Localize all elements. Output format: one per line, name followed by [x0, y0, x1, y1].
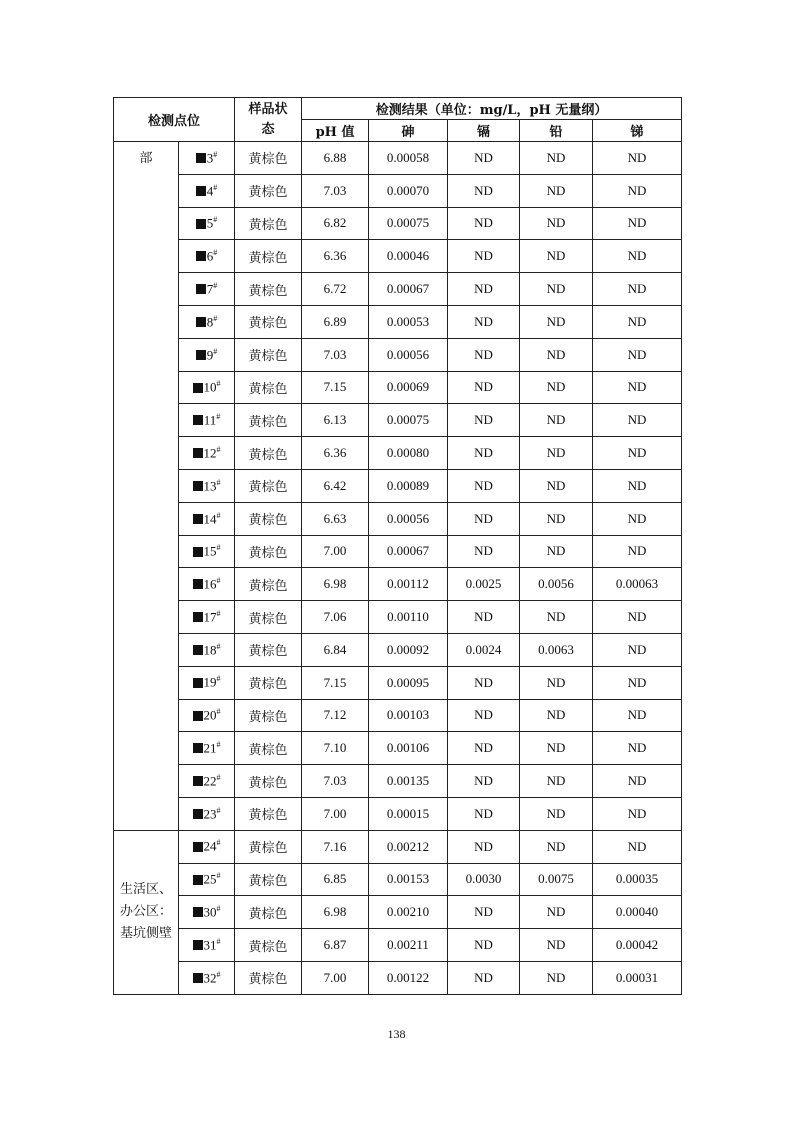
- value-cell: ND: [593, 305, 682, 338]
- square-marker-icon: [193, 842, 203, 852]
- table-row: [114, 502, 682, 535]
- value-cell: 7.10: [302, 732, 369, 765]
- table-row: [114, 830, 682, 863]
- point-number: 25: [203, 871, 217, 887]
- value-cell: ND: [520, 305, 593, 338]
- table-row: [114, 765, 682, 798]
- value-cell: ND: [593, 502, 682, 535]
- value-cell: 0.0063: [520, 633, 593, 666]
- value-cell: 7.06: [302, 601, 369, 634]
- sample-state: 黄棕色: [235, 666, 302, 699]
- value-cell: 0.00210: [369, 896, 448, 929]
- point-suffix: #: [216, 707, 221, 717]
- value-cell: 0.00080: [369, 437, 448, 470]
- sample-state: 黄棕色: [235, 830, 302, 863]
- value-cell: 6.87: [302, 929, 369, 962]
- table-row: [114, 732, 682, 765]
- square-marker-icon: [193, 940, 203, 950]
- value-cell: ND: [448, 404, 520, 437]
- value-cell: ND: [520, 437, 593, 470]
- point-number: 30: [203, 904, 217, 920]
- value-cell: ND: [448, 666, 520, 699]
- square-marker-icon: [193, 907, 203, 917]
- point-suffix: #: [216, 904, 221, 914]
- value-cell: 6.63: [302, 502, 369, 535]
- point-number: 24: [203, 838, 217, 854]
- point-suffix: #: [216, 969, 221, 979]
- sample-state: 黄棕色: [235, 896, 302, 929]
- table-row: [114, 535, 682, 568]
- value-cell: ND: [520, 273, 593, 306]
- point-suffix: #: [216, 477, 221, 487]
- value-cell: 7.15: [302, 666, 369, 699]
- value-cell: 0.0056: [520, 568, 593, 601]
- value-cell: ND: [448, 305, 520, 338]
- point-number: 22: [203, 773, 217, 789]
- value-cell: ND: [593, 535, 682, 568]
- value-cell: ND: [593, 338, 682, 371]
- table-row: [114, 437, 682, 470]
- point-number: 16: [203, 576, 217, 592]
- point-suffix: #: [213, 149, 218, 159]
- point-id: [179, 699, 235, 732]
- value-cell: ND: [520, 338, 593, 371]
- header-col-0: pH 值: [302, 120, 369, 142]
- point-suffix: #: [216, 936, 221, 946]
- value-cell: ND: [520, 240, 593, 273]
- point-number: 6: [206, 248, 214, 264]
- square-marker-icon: [193, 612, 203, 622]
- square-marker-icon: [193, 448, 203, 458]
- page-number: 138: [387, 1027, 406, 1041]
- value-cell: 0.00046: [369, 240, 448, 273]
- point-id: [179, 765, 235, 798]
- value-cell: ND: [520, 207, 593, 240]
- sample-state: 黄棕色: [235, 863, 302, 896]
- value-cell: ND: [520, 732, 593, 765]
- table-row: [114, 469, 682, 502]
- point-number: 3: [206, 150, 214, 166]
- point-number: 31: [203, 937, 217, 953]
- point-number: 20: [203, 707, 217, 723]
- sample-state: 黄棕色: [235, 305, 302, 338]
- value-cell: ND: [448, 437, 520, 470]
- value-cell: 0.00067: [369, 273, 448, 306]
- table-row: [114, 666, 682, 699]
- value-cell: 7.00: [302, 797, 369, 830]
- point-number: 14: [203, 510, 217, 526]
- value-cell: 0.00053: [369, 305, 448, 338]
- value-cell: 0.00135: [369, 765, 448, 798]
- header-col-3: 铅: [520, 120, 593, 142]
- sample-state: 黄棕色: [235, 142, 302, 175]
- value-cell: 7.03: [302, 765, 369, 798]
- square-marker-icon: [193, 481, 203, 491]
- value-cell: 0.00035: [593, 863, 682, 896]
- point-suffix: #: [216, 805, 221, 815]
- point-suffix: #: [216, 510, 221, 520]
- value-cell: ND: [593, 830, 682, 863]
- value-cell: ND: [593, 437, 682, 470]
- point-suffix: #: [213, 215, 218, 225]
- point-id: [179, 502, 235, 535]
- results-table: [113, 97, 682, 995]
- value-cell: 7.03: [302, 338, 369, 371]
- value-cell: 6.82: [302, 207, 369, 240]
- square-marker-icon: [196, 317, 206, 327]
- point-suffix: #: [216, 772, 221, 782]
- table-row: [114, 305, 682, 338]
- table-row: [114, 601, 682, 634]
- point-number: 13: [203, 478, 217, 494]
- sample-state: 黄棕色: [235, 437, 302, 470]
- table-row: [114, 961, 682, 994]
- table-row: [114, 273, 682, 306]
- sample-state: 黄棕色: [235, 469, 302, 502]
- sample-state: 黄棕色: [235, 371, 302, 404]
- value-cell: 0.00042: [593, 929, 682, 962]
- value-cell: ND: [448, 142, 520, 175]
- value-cell: 0.00075: [369, 207, 448, 240]
- value-cell: ND: [520, 699, 593, 732]
- value-cell: 0.00031: [593, 961, 682, 994]
- value-cell: 0.00211: [369, 929, 448, 962]
- value-cell: 7.00: [302, 961, 369, 994]
- value-cell: 0.00089: [369, 469, 448, 502]
- point-suffix: #: [216, 444, 221, 454]
- table-row: [114, 797, 682, 830]
- square-marker-icon: [193, 415, 203, 425]
- header-col-4: 锑: [593, 120, 682, 142]
- value-cell: 0.00103: [369, 699, 448, 732]
- value-cell: 0.00040: [593, 896, 682, 929]
- table-row: [114, 338, 682, 371]
- sample-state: 黄棕色: [235, 765, 302, 798]
- value-cell: 7.12: [302, 699, 369, 732]
- value-cell: ND: [520, 174, 593, 207]
- sample-state: 黄棕色: [235, 240, 302, 273]
- square-marker-icon: [196, 284, 206, 294]
- square-marker-icon: [193, 579, 203, 589]
- point-id: [179, 535, 235, 568]
- point-id: [179, 797, 235, 830]
- point-number: 19: [203, 674, 217, 690]
- value-cell: ND: [593, 765, 682, 798]
- value-cell: ND: [593, 142, 682, 175]
- value-cell: ND: [520, 797, 593, 830]
- value-cell: 6.89: [302, 305, 369, 338]
- value-cell: ND: [520, 142, 593, 175]
- value-cell: ND: [520, 666, 593, 699]
- point-suffix: #: [216, 838, 221, 848]
- value-cell: ND: [593, 666, 682, 699]
- table-row: [114, 142, 682, 175]
- sample-state: 黄棕色: [235, 601, 302, 634]
- point-number: 7: [206, 281, 214, 297]
- value-cell: ND: [520, 929, 593, 962]
- point-suffix: #: [216, 608, 221, 618]
- sample-state: 黄棕色: [235, 568, 302, 601]
- table-row: [114, 371, 682, 404]
- value-cell: 0.00067: [369, 535, 448, 568]
- value-cell: 0.0024: [448, 633, 520, 666]
- value-cell: 0.00106: [369, 732, 448, 765]
- point-suffix: #: [213, 182, 218, 192]
- value-cell: ND: [520, 601, 593, 634]
- point-id: [179, 633, 235, 666]
- table-row: [114, 699, 682, 732]
- point-number: 17: [203, 609, 217, 625]
- point-id: [179, 732, 235, 765]
- value-cell: ND: [448, 732, 520, 765]
- value-cell: ND: [593, 273, 682, 306]
- table-row: [114, 568, 682, 601]
- value-cell: 6.72: [302, 273, 369, 306]
- point-id: [179, 601, 235, 634]
- point-number: 10: [203, 379, 217, 395]
- sample-state: 黄棕色: [235, 404, 302, 437]
- value-cell: 6.98: [302, 568, 369, 601]
- point-suffix: #: [216, 543, 221, 553]
- value-cell: 0.00015: [369, 797, 448, 830]
- value-cell: ND: [593, 371, 682, 404]
- point-id: [179, 830, 235, 863]
- value-cell: ND: [520, 502, 593, 535]
- point-id: [179, 568, 235, 601]
- square-marker-icon: [193, 547, 203, 557]
- value-cell: ND: [520, 535, 593, 568]
- value-cell: ND: [448, 830, 520, 863]
- square-marker-icon: [196, 350, 206, 360]
- value-cell: 6.42: [302, 469, 369, 502]
- point-suffix: #: [216, 379, 221, 389]
- sample-state: 黄棕色: [235, 502, 302, 535]
- value-cell: 0.00122: [369, 961, 448, 994]
- square-marker-icon: [193, 809, 203, 819]
- value-cell: ND: [593, 699, 682, 732]
- square-marker-icon: [196, 153, 206, 163]
- point-id: [179, 666, 235, 699]
- point-number: 11: [203, 412, 217, 428]
- group-label: 生活区、办公区：基坑侧壁: [114, 830, 179, 994]
- sample-state: 黄棕色: [235, 797, 302, 830]
- point-id: [179, 142, 235, 175]
- value-cell: ND: [448, 502, 520, 535]
- value-cell: 7.15: [302, 371, 369, 404]
- value-cell: 6.13: [302, 404, 369, 437]
- header-location: 检测点位: [114, 98, 235, 142]
- point-id: [179, 404, 235, 437]
- point-number: 15: [203, 543, 217, 559]
- sample-state: 黄棕色: [235, 961, 302, 994]
- value-cell: 7.03: [302, 174, 369, 207]
- value-cell: 0.00212: [369, 830, 448, 863]
- value-cell: ND: [448, 765, 520, 798]
- table-row: [114, 207, 682, 240]
- value-cell: ND: [448, 174, 520, 207]
- value-cell: ND: [448, 338, 520, 371]
- value-cell: 0.00095: [369, 666, 448, 699]
- value-cell: 0.00153: [369, 863, 448, 896]
- sample-state: 黄棕色: [235, 535, 302, 568]
- value-cell: 0.00110: [369, 601, 448, 634]
- point-suffix: #: [213, 280, 218, 290]
- point-number: 9: [206, 346, 214, 362]
- point-suffix: #: [213, 248, 218, 258]
- point-id: [179, 174, 235, 207]
- point-id: [179, 469, 235, 502]
- value-cell: ND: [520, 469, 593, 502]
- sample-state: 黄棕色: [235, 207, 302, 240]
- table-row: [114, 174, 682, 207]
- point-suffix: #: [216, 576, 221, 586]
- square-marker-icon: [196, 219, 206, 229]
- value-cell: 6.98: [302, 896, 369, 929]
- square-marker-icon: [193, 711, 203, 721]
- group-label: 部: [114, 142, 179, 831]
- value-cell: 0.00092: [369, 633, 448, 666]
- value-cell: ND: [448, 240, 520, 273]
- point-id: [179, 305, 235, 338]
- point-id: [179, 961, 235, 994]
- value-cell: ND: [448, 699, 520, 732]
- value-cell: ND: [593, 174, 682, 207]
- square-marker-icon: [193, 875, 203, 885]
- value-cell: 0.0030: [448, 863, 520, 896]
- value-cell: ND: [448, 797, 520, 830]
- square-marker-icon: [196, 251, 206, 261]
- value-cell: 0.00075: [369, 404, 448, 437]
- point-number: 21: [203, 740, 217, 756]
- sample-state: 黄棕色: [235, 929, 302, 962]
- value-cell: 0.00058: [369, 142, 448, 175]
- value-cell: 6.88: [302, 142, 369, 175]
- square-marker-icon: [193, 514, 203, 524]
- square-marker-icon: [193, 973, 203, 983]
- point-number: 5: [206, 215, 214, 231]
- value-cell: ND: [448, 601, 520, 634]
- value-cell: 0.0075: [520, 863, 593, 896]
- value-cell: ND: [520, 371, 593, 404]
- sample-state: 黄棕色: [235, 732, 302, 765]
- header-col-1: 砷: [369, 120, 448, 142]
- value-cell: ND: [593, 207, 682, 240]
- value-cell: ND: [520, 896, 593, 929]
- value-cell: ND: [448, 469, 520, 502]
- point-id: [179, 240, 235, 273]
- value-cell: 0.00056: [369, 338, 448, 371]
- sample-state: 黄棕色: [235, 174, 302, 207]
- value-cell: ND: [448, 371, 520, 404]
- sample-state: 黄棕色: [235, 338, 302, 371]
- value-cell: ND: [520, 961, 593, 994]
- table-row: [114, 863, 682, 896]
- value-cell: ND: [593, 797, 682, 830]
- point-number: 18: [203, 642, 217, 658]
- value-cell: 0.00112: [369, 568, 448, 601]
- value-cell: ND: [448, 896, 520, 929]
- table-row: [114, 929, 682, 962]
- value-cell: 7.16: [302, 830, 369, 863]
- value-cell: ND: [593, 601, 682, 634]
- square-marker-icon: [193, 383, 203, 393]
- value-cell: 0.00069: [369, 371, 448, 404]
- value-cell: ND: [448, 961, 520, 994]
- value-cell: 0.0025: [448, 568, 520, 601]
- value-cell: 6.85: [302, 863, 369, 896]
- point-id: [179, 437, 235, 470]
- square-marker-icon: [193, 776, 203, 786]
- table-row: [114, 896, 682, 929]
- table-row: [114, 633, 682, 666]
- point-id: [179, 896, 235, 929]
- value-cell: 0.00070: [369, 174, 448, 207]
- value-cell: ND: [593, 404, 682, 437]
- point-number: 4: [206, 182, 214, 198]
- header-state: 样品状态: [235, 98, 302, 142]
- square-marker-icon: [196, 186, 206, 196]
- value-cell: ND: [520, 404, 593, 437]
- sample-state: 黄棕色: [235, 633, 302, 666]
- value-cell: 6.36: [302, 437, 369, 470]
- value-cell: ND: [448, 929, 520, 962]
- point-number: 12: [203, 445, 217, 461]
- value-cell: ND: [448, 535, 520, 568]
- sample-state: 黄棕色: [235, 699, 302, 732]
- square-marker-icon: [193, 743, 203, 753]
- sample-state: 黄棕色: [235, 273, 302, 306]
- value-cell: ND: [593, 732, 682, 765]
- point-id: [179, 863, 235, 896]
- point-id: [179, 929, 235, 962]
- square-marker-icon: [193, 678, 203, 688]
- point-number: 23: [203, 806, 217, 821]
- point-suffix: #: [216, 674, 221, 684]
- point-suffix: #: [213, 346, 218, 356]
- table-row: [114, 404, 682, 437]
- point-number: 32: [203, 969, 217, 985]
- value-cell: 6.84: [302, 633, 369, 666]
- point-suffix: #: [216, 412, 221, 422]
- value-cell: 7.00: [302, 535, 369, 568]
- value-cell: ND: [448, 273, 520, 306]
- point-id: [179, 338, 235, 371]
- header-results: 检测结果（单位：mg/L，pH 无量纲）: [302, 98, 682, 120]
- value-cell: ND: [520, 765, 593, 798]
- point-suffix: #: [216, 641, 221, 651]
- point-suffix: #: [213, 313, 218, 323]
- point-id: [179, 207, 235, 240]
- header-col-2: 镉: [448, 120, 520, 142]
- value-cell: ND: [593, 633, 682, 666]
- table-row: [114, 240, 682, 273]
- value-cell: 0.00056: [369, 502, 448, 535]
- point-suffix: #: [216, 740, 221, 750]
- value-cell: ND: [593, 469, 682, 502]
- point-number: 8: [206, 314, 214, 330]
- value-cell: 0.00063: [593, 568, 682, 601]
- value-cell: ND: [593, 240, 682, 273]
- value-cell: ND: [448, 207, 520, 240]
- point-id: [179, 371, 235, 404]
- point-id: [179, 273, 235, 306]
- value-cell: 6.36: [302, 240, 369, 273]
- square-marker-icon: [193, 645, 203, 655]
- value-cell: ND: [520, 830, 593, 863]
- point-suffix: #: [216, 871, 221, 881]
